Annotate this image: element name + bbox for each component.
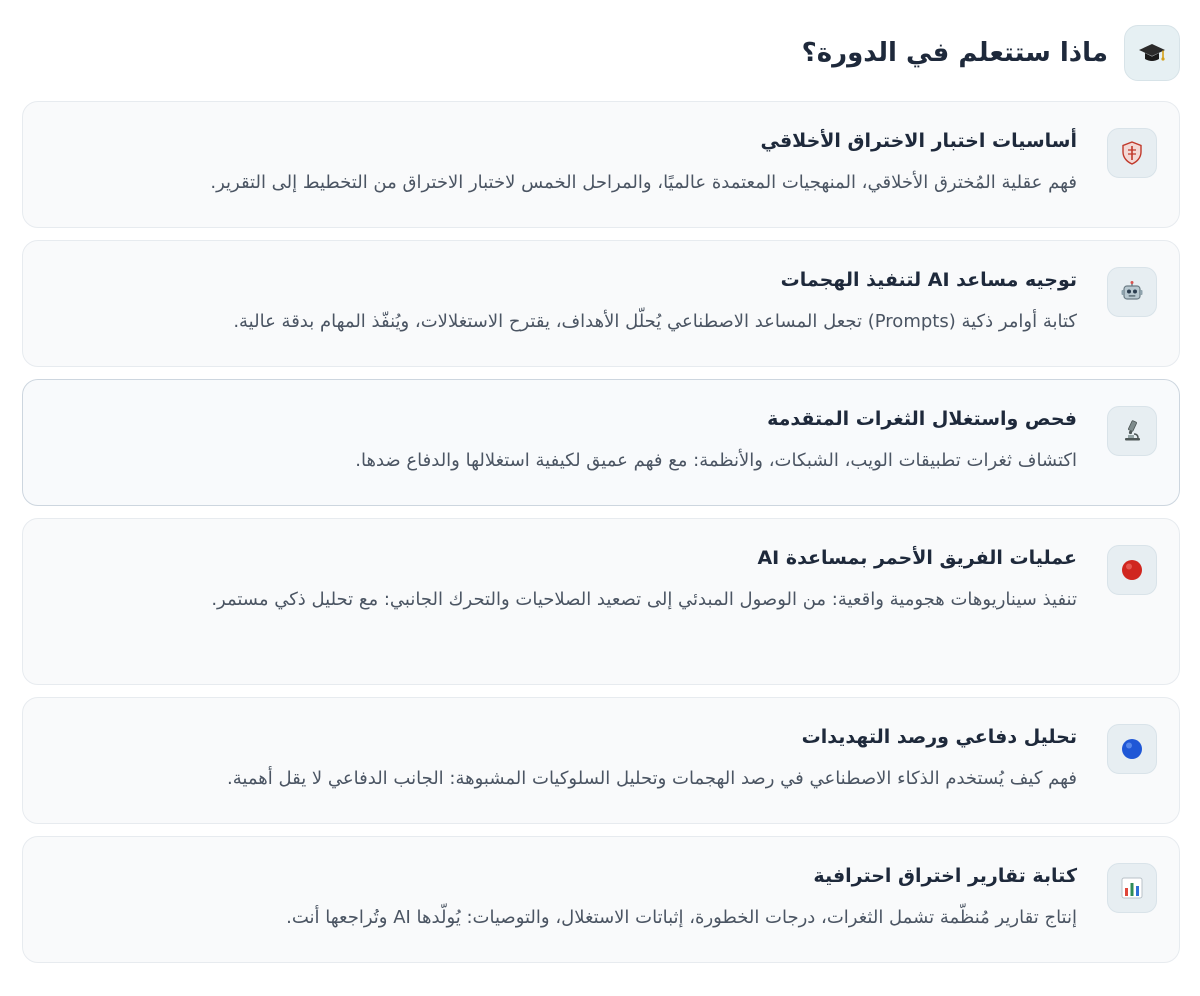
module-description: فهم كيف يُستخدم الذكاء الاصطناعي في رصد الهجمات وتحليل السلوكيات المشبوهة: الجانب الدفاعي لا يقل أهمية. [227, 768, 1077, 789]
module-description: اكتشاف ثغرات تطبيقات الويب، الشبكات، والأنظمة: مع فهم عميق لكيفية استغلالها والدفاع ضدها. [355, 450, 1077, 471]
module-description: فهم عقلية المُخترق الأخلاقي، المنهجيات المعتمدة عالميًا، والمراحل الخمس لاختبار الاختراق من التخطيط إلى التقرير. [210, 172, 1077, 193]
shield-icon [1107, 128, 1157, 178]
red-circle-icon [1107, 545, 1157, 595]
module-card-ai-assisted-attacks [22, 240, 1180, 367]
module-body [43, 265, 1077, 341]
module-description: تنفيذ سيناريوهات هجومية واقعية: من الوصول المبدئي إلى تصعيد الصلاحيات والتحرك الجانبي: مع تحليل ذكي مستمر. [211, 589, 1077, 610]
module-body [43, 543, 1077, 619]
module-title: توجيه مساعد AI لتنفيذ الهجمات [780, 269, 1077, 291]
module-description: كتابة أوامر ذكية (Prompts) تجعل المساعد الاصطناعي يُحلّل الأهداف، يقترح الاستغلالات، ويُنفّذ المهام بدقة عالية. [233, 311, 1077, 332]
module-card-pentest-reports [22, 836, 1180, 963]
module-body [43, 861, 1077, 937]
graduation-cap-icon [1124, 25, 1180, 81]
module-card-ethical-hacking-basics [22, 101, 1180, 228]
blue-circle-icon [1107, 724, 1157, 774]
module-card-defensive-analysis [22, 697, 1180, 824]
section-title: ماذا ستتعلم في الدورة؟ [801, 38, 1108, 68]
module-title: عمليات الفريق الأحمر بمساعدة AI [757, 547, 1077, 569]
module-body [43, 722, 1077, 798]
module-description: إنتاج تقارير مُنظّمة تشمل الثغرات، درجات الخطورة، إثباتات الاستغلال، والتوصيات: يُولّدها AI وتُراجعها أنت. [286, 907, 1077, 928]
module-card-red-team-ops [22, 518, 1180, 685]
module-body [43, 126, 1077, 202]
module-title: أساسيات اختبار الاختراق الأخلاقي [760, 130, 1077, 152]
module-card-advanced-vulnerabilities [22, 379, 1180, 506]
module-title: تحليل دفاعي ورصد التهديدات [801, 726, 1077, 748]
module-title: فحص واستغلال الثغرات المتقدمة [767, 408, 1077, 430]
module-title: كتابة تقارير اختراق احترافية [813, 865, 1077, 887]
bar-chart-icon [1107, 863, 1157, 913]
robot-icon [1107, 267, 1157, 317]
module-body [43, 404, 1077, 480]
microscope-icon [1107, 406, 1157, 456]
section-header [802, 24, 1180, 82]
